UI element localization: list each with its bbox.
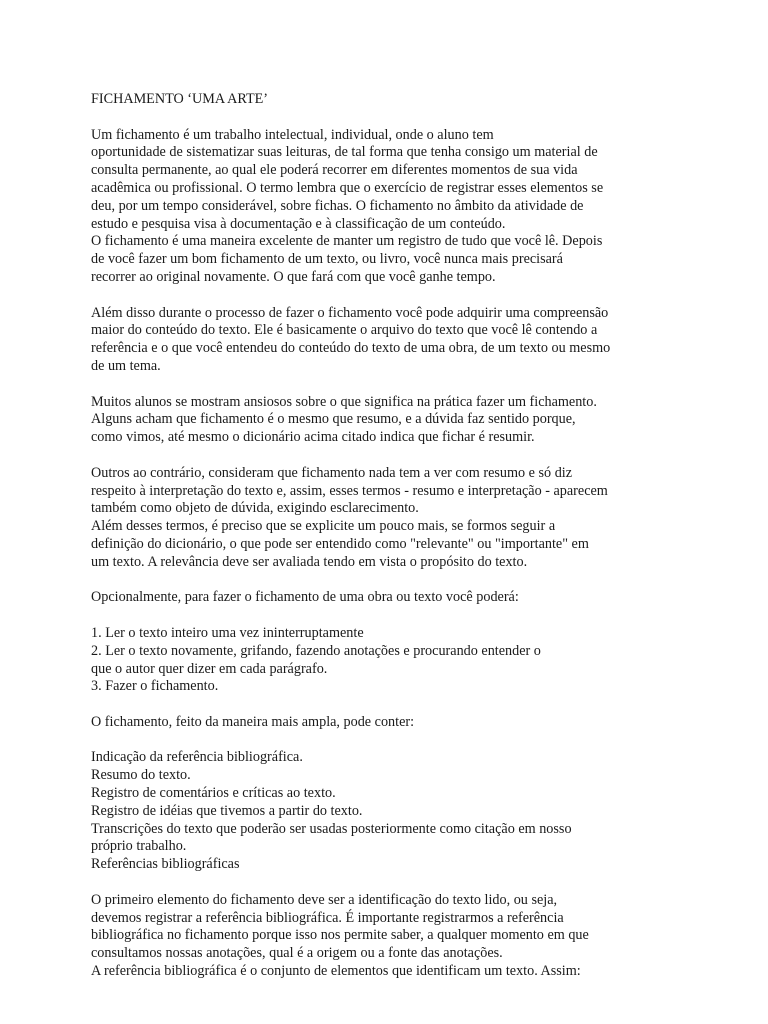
text-line: O fichamento, feito da maneira mais ampla, pode conter:	[91, 713, 415, 730]
paragraph-intro	[91, 127, 691, 287]
text-line: oportunidade de sistematizar suas leituras, de tal forma que tenha consigo um material de	[91, 144, 598, 161]
paragraph-gap	[91, 732, 691, 750]
list-item: Transcrições do texto que poderão ser usadas posteriormente como citação em nosso	[91, 820, 572, 837]
paragraph-gap	[91, 696, 691, 714]
text-line: O primeiro elemento do fichamento deve ser a identificação do texto lido, ou seja,	[91, 891, 558, 908]
list-item: Referências bibliográficas	[91, 856, 240, 873]
document-page	[91, 91, 691, 981]
list-item: 2. Ler o texto novamente, grifando, fazendo anotações e procurando entender o	[91, 642, 541, 659]
text-line: consultamos nossas anotações, qual é a origem ou a fonte das anotações.	[91, 945, 503, 962]
text-line: recorrer ao original novamente. O que fará com que você ganhe tempo.	[91, 268, 496, 285]
text-line: referência e o que você entendeu do conteúdo do texto de uma obra, de um texto ou mesmo	[91, 340, 611, 357]
document-title: FICHAMENTO ‘UMA ARTE’	[91, 91, 269, 107]
paragraph-gap	[91, 287, 691, 305]
text-line: consulta permanente, ao qual ele poderá recorrer em diferentes momentos de sua vida	[91, 162, 578, 179]
paragraph-compreensao	[91, 305, 691, 376]
text-line: de um tema.	[91, 357, 161, 374]
text-line: O fichamento é uma maneira excelente de manter um registro de tudo que você lê. Depois	[91, 233, 603, 250]
text-line: devemos registrar a referência bibliográfica. É importante registrarmos a referência	[91, 909, 564, 926]
paragraph-gap	[91, 447, 691, 465]
paragraph-conteudo	[91, 714, 691, 732]
list-item: Registro de comentários e críticas ao texto.	[91, 785, 336, 802]
text-line: estudo e pesquisa visa à documentação e à classificação de um conteúdo.	[91, 215, 506, 232]
text-line: maior do conteúdo do texto. Ele é basicamente o arquivo do texto que você lê contendo a	[91, 322, 598, 339]
text-line: deu, por um tempo considerável, sobre fichas. O fichamento no âmbito da atividade de	[91, 197, 584, 214]
text-line: um texto. A relevância deve ser avaliada tendo em vista o propósito do texto.	[91, 553, 528, 570]
paragraph-gap	[91, 572, 691, 590]
text-line: de você fazer um bom fichamento de um texto, ou livro, você nunca mais precisará	[91, 251, 563, 268]
text-line: Além disso durante o processo de fazer o fichamento você pode adquirir uma compreensão	[91, 304, 609, 321]
paragraph-gap	[91, 109, 691, 127]
numbered-steps-list	[91, 625, 691, 696]
text-line: Muitos alunos se mostram ansiosos sobre o que significa na prática fazer um fichamento.	[91, 393, 597, 410]
text-line: Opcionalmente, para fazer o fichamento de uma obra ou texto você poderá:	[91, 589, 519, 606]
paragraph-gap	[91, 607, 691, 625]
text-line: Outros ao contrário, consideram que fichamento nada tem a ver com resumo e só diz	[91, 464, 573, 481]
list-item: Resumo do texto.	[91, 767, 191, 784]
paragraph-opcionalmente	[91, 589, 691, 607]
text-line: respeito à interpretação do texto e, assim, esses termos - resumo e interpretação - aparecem	[91, 482, 608, 499]
text-line: bibliográfica no fichamento porque isso nos permite saber, a qualquer momento em que	[91, 927, 589, 944]
text-line: como vimos, até mesmo o dicionário acima citado indica que fichar é resumir.	[91, 429, 535, 446]
list-item: Registro de idéias que tivemos a partir do texto.	[91, 802, 363, 819]
text-line: também como objeto de dúvida, exigindo esclarecimento.	[91, 500, 419, 517]
paragraph-referencia	[91, 892, 691, 981]
list-item: 1. Ler o texto inteiro uma vez ininterruptamente	[91, 624, 364, 641]
paragraph-interpretacao	[91, 465, 691, 572]
contents-list	[91, 749, 691, 874]
list-item: próprio trabalho.	[91, 838, 187, 855]
list-item: Indicação da referência bibliográfica.	[91, 749, 303, 766]
text-line: Alguns acham que fichamento é o mesmo que resumo, e a dúvida faz sentido porque,	[91, 411, 576, 428]
text-line: Um fichamento é um trabalho intelectual, individual, onde o aluno tem	[91, 126, 494, 143]
paragraph-gap	[91, 376, 691, 394]
text-line: acadêmica ou profissional. O termo lembra que o exercício de registrar esses elementos se	[91, 179, 604, 196]
paragraph-duvidas	[91, 394, 691, 447]
list-item: 3. Fazer o fichamento.	[91, 678, 219, 695]
text-line: definição do dicionário, o que pode ser entendido como "relevante" ou "importante" em	[91, 535, 589, 552]
paragraph-gap	[91, 874, 691, 892]
text-line: A referência bibliográfica é o conjunto de elementos que identificam um texto. Assim:	[91, 963, 581, 980]
list-item: que o autor quer dizer em cada parágrafo.	[91, 660, 328, 677]
text-line: Além desses termos, é preciso que se explicite um pouco mais, se formos seguir a	[91, 518, 556, 535]
